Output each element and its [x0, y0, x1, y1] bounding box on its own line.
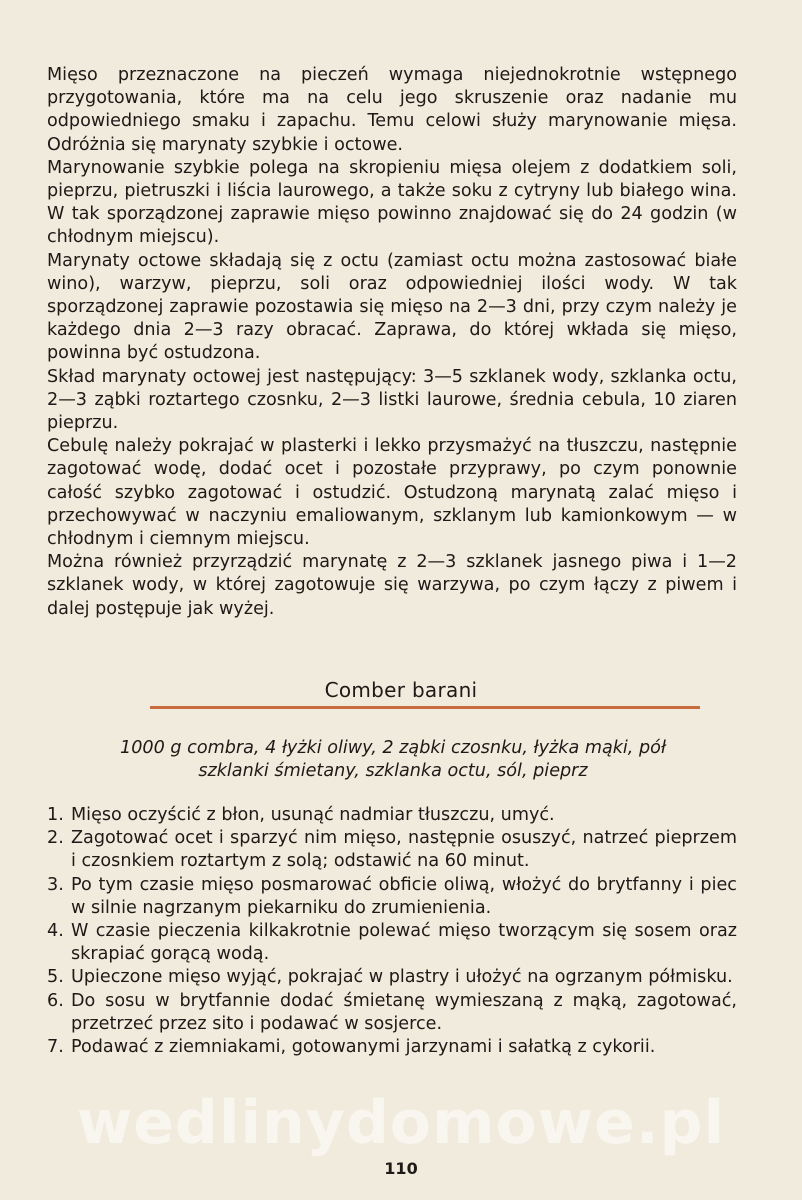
intro-paragraph: Marynaty octowe składają się z octu (zamiast octu można zastosować białe wino), warzyw, pieprzu, soli oraz odpowiedniej ilości wody. W tak sporządzonej zaprawie pozostawia się mięso na 2—3 dni, przy czym należy je każdego dnia 2—3 razy obracać. Zaprawa, do której wkłada się mięso, powinna być ostudzona. — [47, 250, 737, 364]
step-number: 1. — [47, 805, 64, 825]
intro-paragraph: Marynowanie szybkie polega na skropieniu mięsa olejem z dodatkiem soli, pieprzu, pietruszki i liścia laurowego, a także soku z cytryny lub białego wina. W tak sporządzonej zaprawie mięso powinno znajdować się do 24 godzin (w chłodnym miejscu). — [47, 157, 737, 248]
intro-text — [47, 64, 737, 621]
intro-paragraph: Można również przyrządzić marynatę z 2—3 szklanek jasnego piwa i 1—2 szklanek wody, w której zagotowuje się warzywa, po czym łączy z piwem i dalej postępuje jak wyżej. — [47, 552, 737, 619]
recipe-step — [47, 990, 737, 1036]
ingredients-line: 1000 g combra, 4 łyżki oliwy, 2 ząbki czosnku, łyżka mąki, pół — [120, 738, 666, 758]
recipe-step — [47, 804, 737, 827]
step-text: Do sosu w brytfannie dodać śmietanę wymieszaną z mąką, zagotować, przetrzeć przez sito i podawać w sosjerce. — [71, 990, 737, 1034]
step-text: Podawać z ziemniakami, gotowanymi jarzynami i sałatką z cykorii. — [71, 1037, 656, 1058]
title-underline — [150, 706, 700, 709]
step-text: Mięso oczyścić z błon, usunąć nadmiar tłuszczu, umyć. — [71, 805, 555, 825]
recipe-step — [47, 966, 737, 989]
step-number: 7. — [47, 1037, 64, 1058]
step-number: 5. — [47, 967, 64, 988]
recipe-steps — [47, 804, 737, 1059]
intro-paragraph: Mięso przeznaczone na pieczeń wymaga niejednokrotnie wstępnego przygotowania, które ma na celu jego skruszenie oraz nadanie mu odpowiedniego smaku i zapachu. Temu celowi służy marynowanie mięsa. Odróżnia się marynaty szybkie i octowe. — [47, 65, 737, 155]
step-number: 3. — [47, 874, 64, 895]
step-text: Upieczone mięso wyjąć, pokrajać w plastry i ułożyć na ogrzanym półmisku. — [71, 967, 733, 988]
recipe-step — [47, 920, 737, 966]
ingredients-line: szklanki śmietany, szklanka octu, sól, pieprz — [198, 761, 588, 782]
step-number: 4. — [47, 921, 64, 942]
recipe-step — [47, 827, 737, 873]
step-text: W czasie pieczenia kilkakrotnie polewać mięso tworzącym się sosem oraz skrapiać gorącą wodą. — [71, 921, 737, 965]
step-text: Zagotować ocet i sparzyć nim mięso, następnie osuszyć, natrzeć pieprzem i czosnkiem roztartym z solą; odstawić na 60 minut. — [71, 828, 737, 872]
page-number: 110 — [384, 1159, 418, 1178]
step-number: 2. — [47, 828, 64, 849]
recipe-step — [47, 874, 737, 920]
intro-paragraph: Cebulę należy pokrajać w plasterki i lekko przysmażyć na tłuszczu, następnie zagotować wodę, dodać ocet i pozostałe przyprawy, po czym ponownie całość szybko zagotować i ostudzić. Ostudzoną marynatą zalać mięso i przechowywać w naczyniu emaliowanym, szklanym lub kamionkowym — w chłodnym i ciemnym miejscu. — [47, 436, 737, 550]
recipe-step — [47, 1036, 737, 1059]
intro-paragraph: Skład marynaty octowej jest następujący: 3—5 szklanek wody, szklanka octu, 2—3 ząbki roztartego czosnku, 2—3 listki laurowe, średnia cebula, 10 ziaren pieprzu. — [47, 366, 737, 434]
recipe-title: Comber barani — [324, 678, 478, 702]
ingredients-list — [48, 737, 738, 783]
step-text: Po tym czasie mięso posmarować obficie oliwą, włożyć do brytfanny i piec w silnie nagrzanym piekarniku do zrumienienia. — [71, 874, 737, 918]
step-number: 6. — [47, 990, 64, 1011]
watermark: wedlinydomowe.pl — [76, 1088, 726, 1158]
